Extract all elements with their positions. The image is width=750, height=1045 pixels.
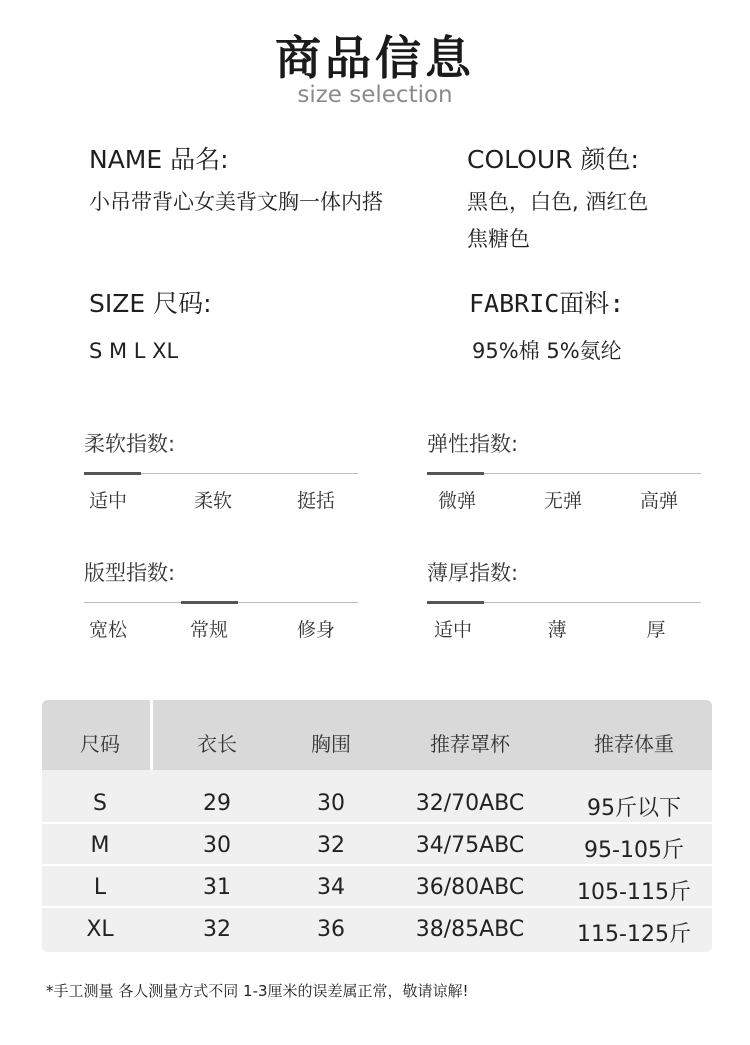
fit-index-option: 修身 xyxy=(296,619,335,641)
fabric-label: FABRIC面料: xyxy=(469,289,625,318)
softness-index-option: 柔软 xyxy=(193,490,232,512)
table-cell: 32/70ABC xyxy=(415,791,525,816)
fit-index-option: 宽松 xyxy=(88,619,127,641)
table-cell: 29 xyxy=(203,791,231,816)
softness-index-label: 柔软指数: xyxy=(84,432,176,456)
table-header-cell: 尺码 xyxy=(80,732,120,756)
elasticity-index-option: 微弹 xyxy=(437,490,476,512)
softness-index-indicator xyxy=(84,472,141,475)
table-header-cell: 推荐体重 xyxy=(594,732,674,756)
colour-value-1: 黑色，白色, 酒红色 xyxy=(467,190,649,214)
table-header-cell: 衣长 xyxy=(197,732,237,756)
page-title: 商品信息 xyxy=(275,31,475,85)
fit-index-label: 版型指数: xyxy=(84,561,176,585)
elasticity-index-indicator xyxy=(427,472,484,475)
table-header-cell: 胸围 xyxy=(311,732,351,756)
table-cell: S xyxy=(93,791,107,816)
name-value: 小吊带背心女美背文胸一体内搭 xyxy=(89,190,383,214)
table-cell: L xyxy=(93,875,107,900)
size-label: SIZE 尺码: xyxy=(89,289,212,318)
table-cell: 115-125斤 xyxy=(577,922,691,947)
softness-index-option: 挺括 xyxy=(296,490,335,512)
fit-index-indicator xyxy=(181,601,238,604)
table-cell: 95斤以下 xyxy=(587,796,681,821)
table-cell: 38/85ABC xyxy=(415,917,525,942)
row-divider xyxy=(42,906,712,908)
size-value: S M L XL xyxy=(89,339,179,363)
name-label: NAME 品名: xyxy=(89,145,229,174)
colour-value-2: 焦糖色 xyxy=(467,227,530,251)
thickness-index-indicator xyxy=(427,601,484,604)
row-divider xyxy=(42,822,712,824)
table-cell: 30 xyxy=(203,833,231,858)
page-subtitle: size selection xyxy=(297,82,453,108)
thickness-index-option: 适中 xyxy=(433,619,472,641)
softness-index-option: 适中 xyxy=(88,490,127,512)
table-cell: XL xyxy=(86,917,114,942)
table-cell: 30 xyxy=(317,791,345,816)
thickness-index-label: 薄厚指数: xyxy=(427,561,519,585)
footnote: *手工测量 各人测量方式不同 1-3厘米的误差属正常，敬请谅解! xyxy=(46,982,469,1000)
table-cell: 105-115斤 xyxy=(577,880,691,905)
elasticity-index-option: 高弹 xyxy=(639,490,678,512)
table-cell: M xyxy=(90,833,110,858)
thickness-index-option: 厚 xyxy=(646,619,666,641)
thickness-index-option: 薄 xyxy=(547,619,567,641)
table-cell: 32 xyxy=(203,917,231,942)
fit-index-option: 常规 xyxy=(189,619,228,641)
row-divider xyxy=(42,864,712,866)
table-cell: 36 xyxy=(317,917,345,942)
table-cell: 36/80ABC xyxy=(415,875,525,900)
header-divider xyxy=(150,700,153,770)
fabric-value: 95%棉 5%氨纶 xyxy=(472,339,622,363)
table-cell: 34/75ABC xyxy=(415,833,525,858)
elasticity-index-option: 无弹 xyxy=(543,490,582,512)
colour-label: COLOUR 颜色: xyxy=(467,145,639,174)
table-cell: 31 xyxy=(203,875,231,900)
table-cell: 32 xyxy=(317,833,345,858)
table-cell: 95-105斤 xyxy=(584,838,684,863)
table-cell: 34 xyxy=(317,875,345,900)
table-header-cell: 推荐罩杯 xyxy=(430,732,510,756)
elasticity-index-label: 弹性指数: xyxy=(427,432,519,456)
